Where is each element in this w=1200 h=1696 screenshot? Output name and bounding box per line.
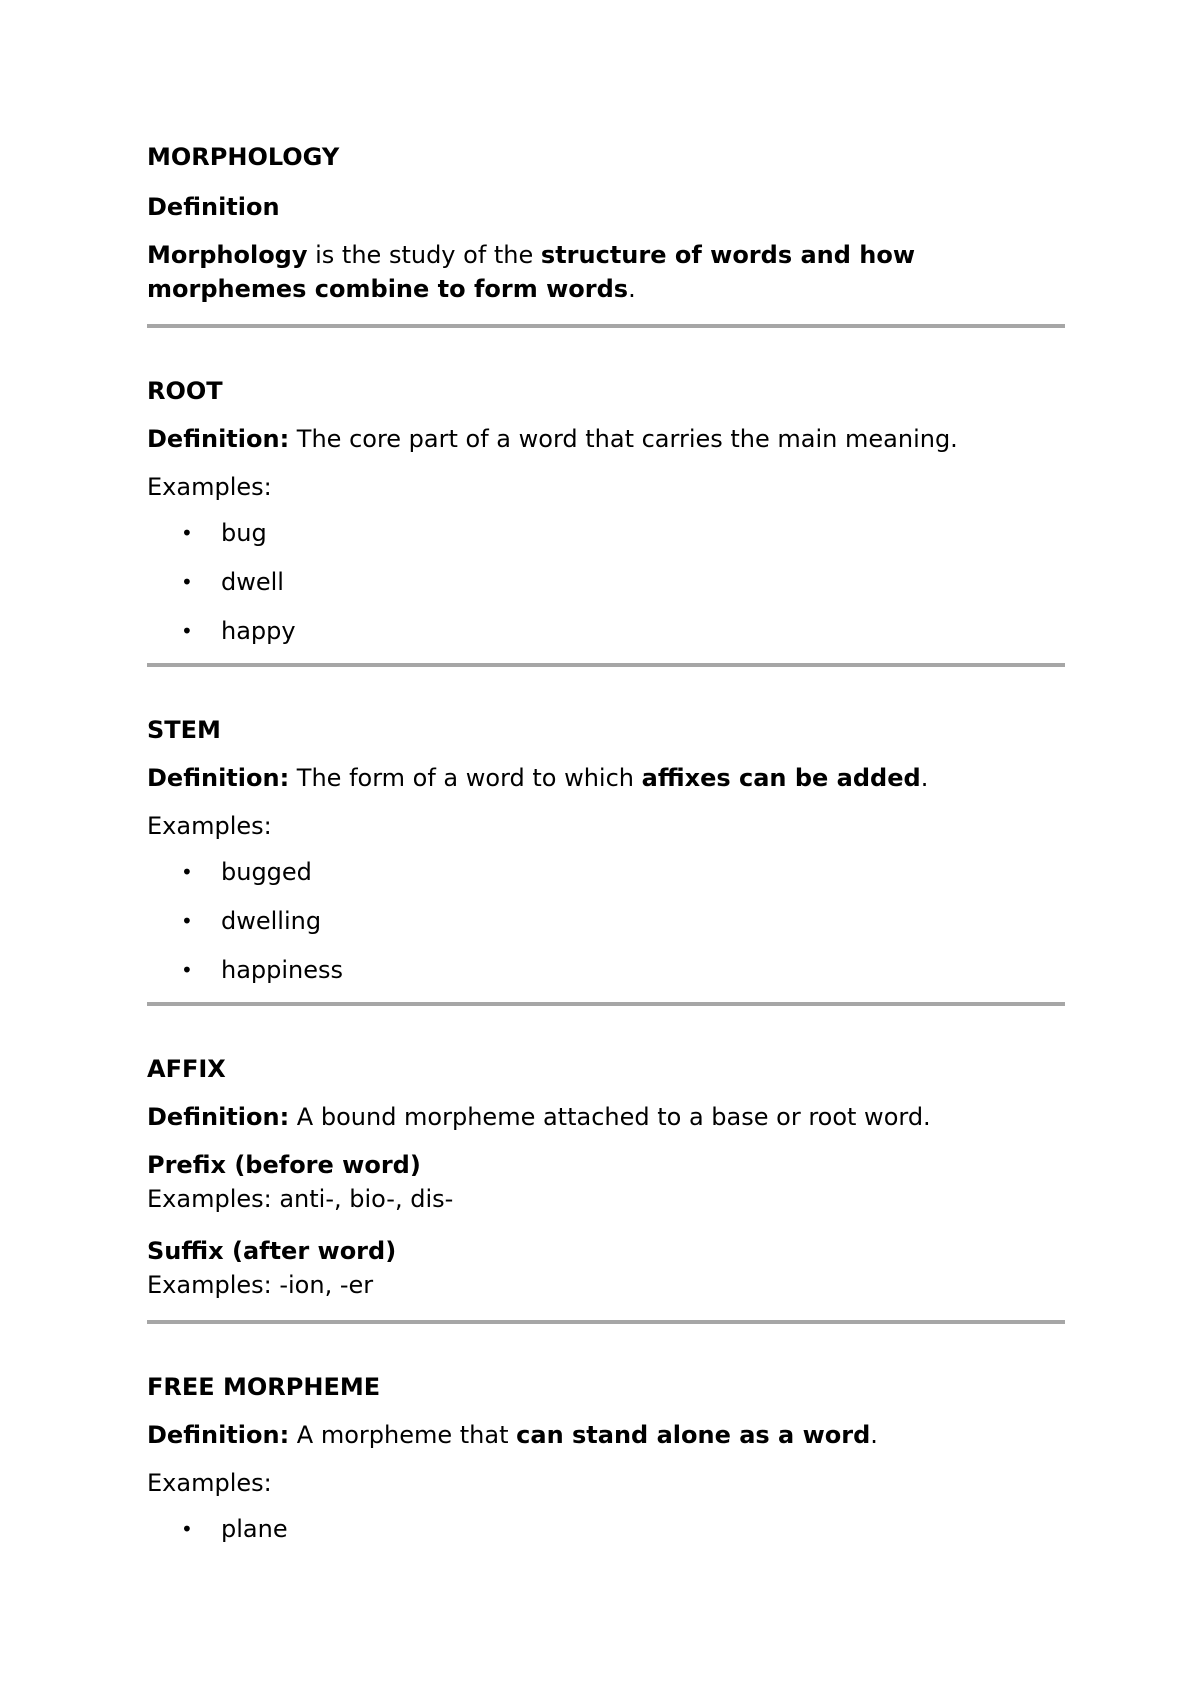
affix-section	[147, 1006, 1065, 1302]
example-text: happy	[221, 617, 296, 645]
list-item	[147, 953, 1065, 987]
example-text: plane	[221, 1515, 288, 1543]
example-text: happiness	[221, 956, 344, 984]
def-bold: structure of words and how morphemes combine to form words	[147, 241, 916, 303]
section-title: AFFIX	[147, 1055, 226, 1083]
def-end: .	[628, 275, 636, 303]
list-item	[147, 614, 1065, 648]
examples-list	[147, 1512, 1065, 1546]
list-item	[147, 855, 1065, 889]
examples-list	[147, 516, 1065, 648]
suffix-examples: Examples: -ion, -er	[147, 1271, 374, 1299]
def-text: The form of a word to which	[289, 764, 642, 792]
bullet-icon: •	[181, 619, 193, 643]
example-text: dwelling	[221, 907, 322, 935]
bullet-icon: •	[181, 860, 193, 884]
def-text: A bound morpheme attached to a base or root word.	[289, 1103, 931, 1131]
morphology-definition	[147, 238, 1065, 306]
list-item	[147, 1512, 1065, 1546]
section-title: MORPHOLOGY	[147, 143, 340, 171]
list-item	[147, 904, 1065, 938]
examples-label: Examples:	[147, 1469, 272, 1497]
list-item	[147, 516, 1065, 550]
def-end: .	[920, 764, 929, 792]
def-text: A morpheme that	[289, 1421, 517, 1449]
example-text: dwell	[221, 568, 284, 596]
def-term: Morphology	[147, 241, 308, 269]
def-text: is the study of the	[307, 241, 541, 269]
free-morpheme-definition	[147, 1418, 1065, 1452]
bullet-icon: •	[181, 958, 193, 982]
section-title: STEM	[147, 716, 221, 744]
bullet-icon: •	[181, 1517, 193, 1541]
def-text: The core part of a word that carries the main meaning.	[289, 425, 958, 453]
stem-definition	[147, 761, 1065, 795]
bullet-icon: •	[181, 570, 193, 594]
suffix-block	[147, 1234, 1065, 1302]
root-definition	[147, 422, 1065, 456]
affix-definition	[147, 1100, 1065, 1134]
examples-list	[147, 855, 1065, 987]
def-label: Definition:	[147, 1103, 290, 1131]
free-morpheme-section	[147, 1324, 1065, 1546]
def-label: Definition:	[147, 425, 290, 453]
examples-label: Examples:	[147, 473, 272, 501]
section-title: FREE MORPHEME	[147, 1373, 381, 1401]
example-text: bug	[221, 519, 267, 547]
def-bold: can stand alone as a word	[516, 1421, 871, 1449]
morphology-section	[147, 140, 1065, 306]
prefix-examples: Examples: anti-, bio-, dis-	[147, 1185, 454, 1213]
def-label: Definition:	[147, 1421, 290, 1449]
prefix-heading: Prefix (before word)	[147, 1151, 421, 1179]
examples-label: Examples:	[147, 812, 272, 840]
definition-heading: Definition	[147, 193, 280, 221]
def-label: Definition:	[147, 764, 290, 792]
document-page	[147, 140, 1065, 1561]
bullet-icon: •	[181, 521, 193, 545]
suffix-heading: Suffix (after word)	[147, 1237, 397, 1265]
section-title: ROOT	[147, 377, 223, 405]
def-end: .	[870, 1421, 878, 1449]
def-bold: affixes can be added	[641, 764, 921, 792]
root-section	[147, 328, 1065, 648]
example-text: bugged	[221, 858, 312, 886]
stem-section	[147, 667, 1065, 987]
bullet-icon: •	[181, 909, 193, 933]
list-item	[147, 565, 1065, 599]
prefix-block	[147, 1148, 1065, 1216]
